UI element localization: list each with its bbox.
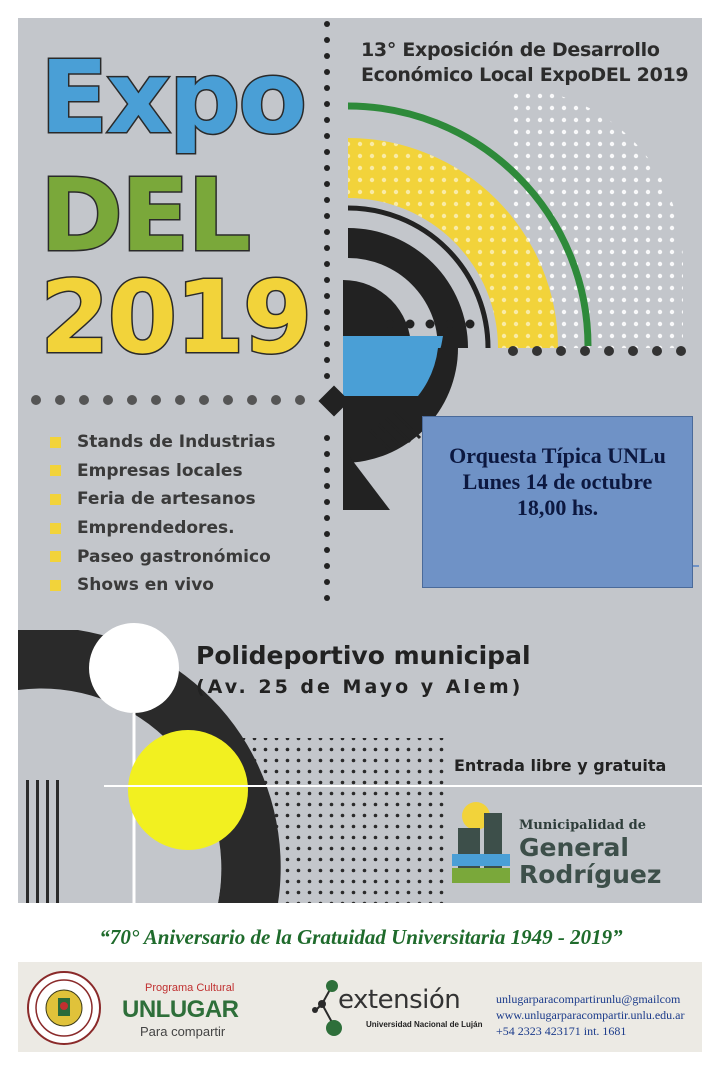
extension-title: extensión xyxy=(338,985,461,1015)
contact-website: www.unlugarparacompartir.unlu.edu.ar xyxy=(496,1008,685,1022)
municipality-name-line-2: Rodríguez xyxy=(519,860,662,889)
program-subtitle: Para compartir xyxy=(140,1024,226,1039)
square-bullet-icon xyxy=(50,523,61,534)
feature-item: Feria de artesanos xyxy=(50,485,276,514)
entry-text: Entrada libre y gratuita xyxy=(454,756,667,775)
contact-email: unlugarparacompartirunlu@gmailcom xyxy=(496,992,681,1006)
feature-list xyxy=(50,428,276,600)
title-year: 2019 xyxy=(40,259,311,376)
feature-item: Empresas locales xyxy=(50,457,276,486)
feature-item: Stands de Industrias xyxy=(50,428,276,457)
square-bullet-icon xyxy=(50,551,61,562)
municipality-name-line-1: General xyxy=(519,833,629,862)
program-name: UNLUGAR xyxy=(122,996,239,1023)
square-bullet-icon xyxy=(50,494,61,505)
headline-line-2: Económico Local ExpoDEL 2019 xyxy=(361,64,689,86)
feature-item: Emprendedores. xyxy=(50,514,276,543)
extension-subtitle: Universidad Nacional de Luján xyxy=(366,1020,483,1029)
headline-line-1: 13° Exposición de Desarrollo xyxy=(361,39,660,61)
feature-item: Shows en vivo xyxy=(50,571,276,600)
event-date: Lunes 14 de octubre xyxy=(462,469,653,494)
black-dot-grid xyxy=(238,738,448,903)
venue-address: (Av. 25 de Mayo y Alem) xyxy=(196,676,524,698)
event-title: Orquesta Típica UNLu xyxy=(449,443,666,468)
title-expo: Expo xyxy=(40,39,306,156)
dotted-vertical-line xyxy=(324,21,330,601)
square-bullet-icon xyxy=(50,465,61,476)
event-time: 18,00 hs. xyxy=(516,495,599,520)
contact-phone: +54 2323 423171 int. 1681 xyxy=(496,1024,627,1038)
venue-name: Polideportivo municipal xyxy=(196,641,531,670)
anniversary-banner: “70° Aniversario de la Gratuidad Universitaria 1949 - 2019” xyxy=(99,925,623,949)
title-del: DEL xyxy=(40,157,250,274)
feature-item: Paseo gastronómico xyxy=(50,542,276,571)
square-bullet-icon xyxy=(50,580,61,591)
event-info-box xyxy=(422,416,693,588)
box-connector xyxy=(693,565,699,567)
municipality-logo xyxy=(452,802,510,883)
university-seal-icon xyxy=(26,970,102,1046)
dotted-horizontal-line-left xyxy=(31,395,305,405)
program-label: Programa Cultural xyxy=(145,982,235,994)
poster-headline xyxy=(361,38,688,88)
municipality-prefix: Municipalidad de xyxy=(519,818,646,833)
yellow-circle xyxy=(128,730,248,850)
white-circle xyxy=(89,623,179,713)
square-bullet-icon xyxy=(50,437,61,448)
contact-info xyxy=(496,991,685,1039)
